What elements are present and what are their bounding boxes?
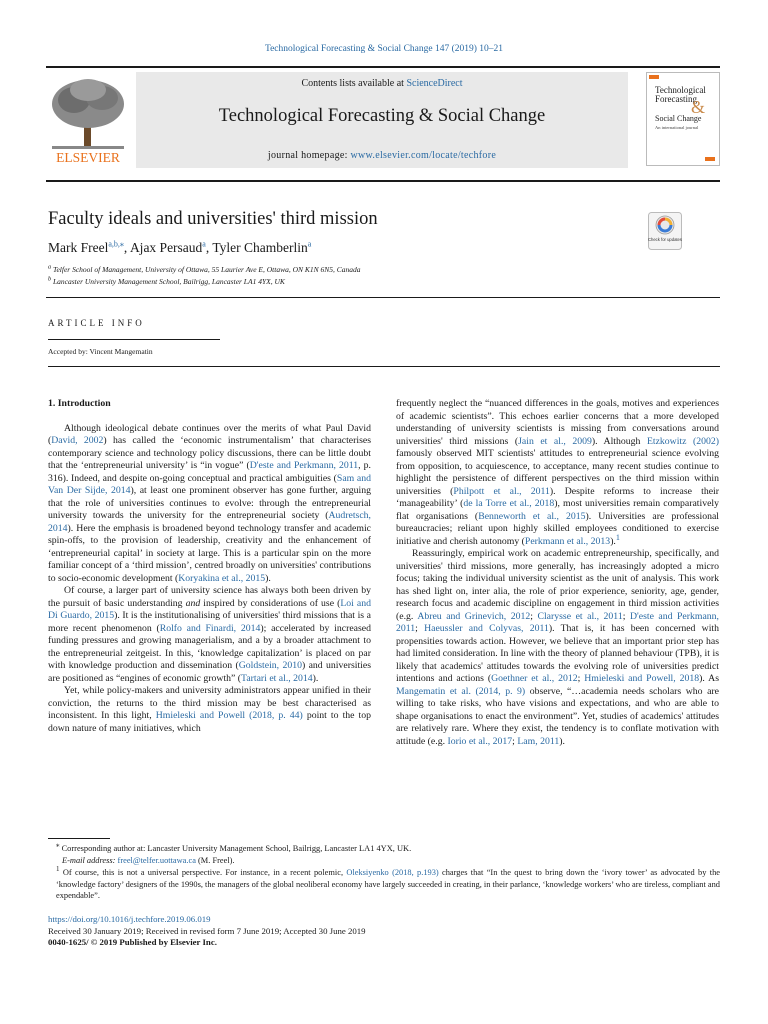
affiliation-a	[48, 265, 361, 274]
journal-reference[interactable]: Technological Forecasting & Social Change 147 (2019) 10–21	[264, 44, 504, 54]
author-affiliation-mark[interactable]: a	[202, 239, 206, 249]
affiliation-text: Telfer School of Management, University of Ottawa, 55 Laurier Ave E, Ottawa, ON K1N 6N5, Canada	[53, 265, 361, 274]
citation-link[interactable]: Hmieleski and Powell (2018, p. 44)	[155, 710, 303, 721]
check-updates-icon	[648, 212, 682, 250]
citation-link[interactable]: David, 2002	[51, 435, 104, 446]
affiliation-mark: a	[48, 263, 52, 271]
citation-link[interactable]: Etzkowitz (2002)	[646, 435, 719, 447]
top-rule	[46, 66, 720, 68]
homepage-line	[136, 150, 628, 161]
divider-rule	[46, 297, 720, 298]
paragraph: frequently neglect the “nuanced differences in the goals, motives and experiences of academic scientists”. This echoes earlier concerns that a more developed understanding of university scientists is missing from conversations around universities' third missions (Jain et al., 2009). Although Etzkowitz (2002) famously observed MIT scientists' attitudes to entrepreneurial science evolving from opposition, to acquiescence, to acceptance, many recent studies continue to highlight the persistence of different perspectives on the third mission within universities (Philpott et al., 2011). Despite reforms to increase their ‘manageability’ (de la Torre et al., 2018), most universities remain comparatively flat organisations (Benneworth et al., 2015). Universities are professional bureaucracies; reliant upon highly skilled employees conditioned to exercise initiative and cherish autonomy (Perkmann et al., 2013).$^1$	[396, 398, 720, 547]
elsevier-logo	[46, 74, 130, 166]
cover-title-line1: Technological	[655, 85, 706, 95]
citation-link[interactable]: Hmieleski and Powell, 2018	[584, 673, 700, 684]
citation-link[interactable]: Perkmann et al., 2013	[524, 535, 611, 547]
citation-link[interactable]: Koryakina et al., 2015	[178, 572, 266, 584]
article-info-heading: ARTICLE INFO	[48, 318, 145, 328]
citation-link[interactable]: Haeussler and Colyvas, 2011	[424, 623, 549, 634]
citation-link[interactable]: Oleksiyenko (2018, p.193)	[346, 868, 439, 878]
cover-title-line2: Forecasting	[655, 94, 697, 104]
citation-link[interactable]: Goethner et al., 2012	[491, 673, 578, 684]
citation-link[interactable]: de la Torre et al., 2018	[463, 498, 555, 509]
footnote-rule	[48, 838, 110, 839]
citation-link[interactable]: Mangematin et al. (2014, p. 9)	[396, 685, 526, 697]
article-metadata	[48, 914, 366, 949]
email-label: E-mail address:	[62, 856, 118, 866]
emphasis: and	[185, 597, 201, 609]
cover-subtitle: An international journal	[655, 125, 699, 130]
journal-cover-thumbnail[interactable]	[646, 72, 720, 166]
footnotes	[48, 843, 720, 902]
header-rule	[46, 180, 720, 182]
article-info-rule	[48, 339, 220, 340]
section-heading: 1. Introduction	[48, 398, 111, 409]
citation-link[interactable]: Clarysse et al., 2011	[537, 610, 623, 622]
citation-link[interactable]: Rolfo and Finardi, 2014	[159, 622, 261, 634]
affiliation-mark: b	[48, 275, 52, 283]
footnote-1-text: Of course, this is not a universal perspective. For instance, in a recent polemic, Oleksiyenko (2018, p.193) charges that “In the quest to bring down the ‘ivory tower’ as advocated by the ‘knowledge factory’ designers of the 1990s, the managers of the global neoliberal economy have largely succeeded in creating, in their parlance, ‘knowledge workers’ who are tireless, compliant and expendable”.	[56, 868, 720, 900]
corresponding-author-note	[48, 843, 720, 854]
email-note	[48, 855, 720, 866]
citation-link[interactable]: Abreu and Grinevich, 2012	[417, 610, 531, 622]
email-link[interactable]: freel@telfer.uottawa.ca	[117, 856, 196, 866]
journal-title: Technological Forecasting & Social Change	[218, 106, 546, 126]
citation-link[interactable]: D'este and Perkmann, 2011	[249, 460, 359, 471]
citation-link[interactable]: Loi and Di Guardo, 2015	[48, 597, 372, 621]
received-dates: Received 30 January 2019; Received in revised form 7 June 2019; Accepted 30 June 2019	[48, 925, 366, 936]
citation-link[interactable]: Sam and Van Der Sijde, 2014	[48, 472, 371, 496]
author-name: Tyler Chamberlin	[212, 240, 308, 255]
affiliation-text: Lancaster University Management School, Bailrigg, Lancaster LA1 4YX, UK	[53, 277, 285, 286]
body-column-right	[396, 398, 719, 748]
email-suffix: (M. Freel).	[195, 856, 235, 866]
author-name: Mark Freel	[48, 240, 109, 255]
footnote-mark: ⁎	[56, 841, 60, 850]
copyright-line: 0040-1625/ © 2019 Published by Elsevier Inc.	[48, 937, 217, 948]
citation-link[interactable]: Benneworth et al., 2015	[478, 510, 586, 522]
citation-link[interactable]: Iorio et al., 2017	[447, 735, 513, 747]
contents-prefix: Contents lists available at	[301, 78, 407, 89]
corresponding-author-text: Corresponding author at: Lancaster University Management School, Bailrigg, Lancaster LA1 4YX, UK.	[61, 844, 412, 853]
cover-ampersand-icon: &	[691, 97, 706, 117]
journal-cover-image	[647, 73, 719, 165]
cover-title-line3: Social Change	[655, 114, 702, 123]
homepage-link[interactable]: www.elsevier.com/locate/techfore	[350, 150, 497, 161]
citation-link[interactable]: Lam, 2011	[517, 735, 560, 747]
article-info-bottom-rule	[48, 366, 720, 367]
citation-link[interactable]: Tartari et al., 2014	[241, 672, 313, 684]
elsevier-wordmark: ELSEVIER	[56, 150, 120, 165]
citation-link[interactable]: Goldstein, 2010	[238, 660, 302, 671]
doi-link[interactable]: https://doi.org/10.1016/j.techfore.2019.06.019	[48, 914, 211, 924]
paragraph: Yet, while policy-makers and university administrators appear unified in their conviction, the returns to the third mission may be best characterised as inconsistent. In this light, Hmieleski and Powell (2018, p. 44) point to the top down nature of many initiatives, which	[48, 685, 371, 734]
check-for-updates-badge[interactable]	[648, 212, 682, 250]
author-affiliation-mark[interactable]: a	[307, 239, 312, 249]
citation-link[interactable]: Philpott et al., 2011	[453, 485, 550, 497]
author-affiliation-mark[interactable]: a,b,⁎	[108, 239, 124, 249]
paragraph: Although ideological debate continues over the merits of what Paul David (David, 2002) has called the ‘economic instrumentalism’ that characterises contemporary science and technology policy discussions, there can be little doubt that the ‘entrepreneurial university’ is “in vogue” (D'este and Perkmann, 2011, p. 316). Indeed, and despite on-going conceptual and practical ambiguities (Sam and Van Der Sijde, 2014), at least one prominent observer has gone further, arguing that the role of universities continues to evolve: through the entrepreneurial university towards the university for the entrepreneurial society (Audretsch, 2014). Here the emphasis is broadened beyond technology transfer and academic spin-offs, to the provision of leadership, creativity and the enhancement of ‘entrepreneurial capital’ in society at large. This is a particular spin on the more familiar concept of a ‘third mission’, centred broadly on universities' contributions to socio-economic development (Koryakina et al., 2015).	[48, 422, 372, 584]
article-title: Faculty ideals and universities' third mission	[48, 209, 378, 229]
footnote-1	[48, 867, 720, 901]
paragraph: Reassuringly, empirical work on academic entrepreneurship, specifically, and universities' third missions, more generally, has increasingly adopted a micro focus; taking the individual university scientist as the unit of analysis. This work has shed light on, inter alia, the role of prior experience, seniority, age, gender, research focus and academic discipline on engagement in third mission activities (e.g. Abreu and Grinevich, 2012; Clarysse et al., 2011; D'este and Perkmann, 2011; Haeussler and Colyvas, 2011). That is, it has been concerned with propensities towards action. However, we believe that an important prior step has had limited consideration. In line with the theory of planned behaviour (TPB), it is likely that academics' attitudes towards the evolving role of universities predict intentions and actions (Goethner et al., 2012; Hmieleski and Powell, 2018). As Mangematin et al. (2014, p. 9) observe, “…academia needs scholars who are willing to take risks, who have visions and expectations, and who are able to shape organisations to enact the environment”. Yet, studies of academics' attitudes are relatively rare. Where they exist, the tendency is to conflate motivation with attitude (e.g. Iorio et al., 2017; Lam, 2011).	[396, 548, 719, 747]
paragraph: Of course, a larger part of university science has always both been driven by the pursuit of basic understanding and inspired by considerations of use (Loi and Di Guardo, 2015). It is the institutionalising of universities' third missions that is a more recent phenomenon (Rolfo and Finardi, 2014); accelerated by increased funding pressures and growing managerialism, and a by a broader attachment to the entrepreneurial zeitgeist. In this, ‘knowledge capitalization’ is placed on par with knowledge production and dissemination (Goldstein, 2010) and universities are positioned as “engines of economic growth” (Tartari et al., 2014).	[48, 585, 372, 684]
author-name: Ajax Persaud	[129, 240, 203, 255]
author-list: Mark Freel$^{a,b,⁎}$, Ajax Persaud$^a$, Tyler Chamberlin$^a$	[48, 239, 312, 255]
accepted-by-editor: Accepted by: Vincent Mangematin	[48, 347, 153, 356]
homepage-prefix: journal homepage:	[267, 150, 351, 161]
citation-link[interactable]: D'este and Perkmann, 2011	[396, 610, 719, 634]
body-column-left	[48, 398, 371, 735]
citation-link[interactable]: Jain et al., 2009	[518, 435, 592, 447]
contents-line	[136, 78, 628, 89]
elsevier-tree-icon	[46, 74, 130, 166]
affiliation-b	[48, 277, 285, 286]
footnote-mark: 1	[56, 865, 60, 874]
footnote-ref-link[interactable]: 1	[615, 532, 620, 542]
citation-link[interactable]: Audretsch, 2014	[48, 510, 371, 534]
sciencedirect-link[interactable]: ScienceDirect	[406, 78, 463, 89]
check-updates-label: Check for updates	[648, 237, 682, 242]
